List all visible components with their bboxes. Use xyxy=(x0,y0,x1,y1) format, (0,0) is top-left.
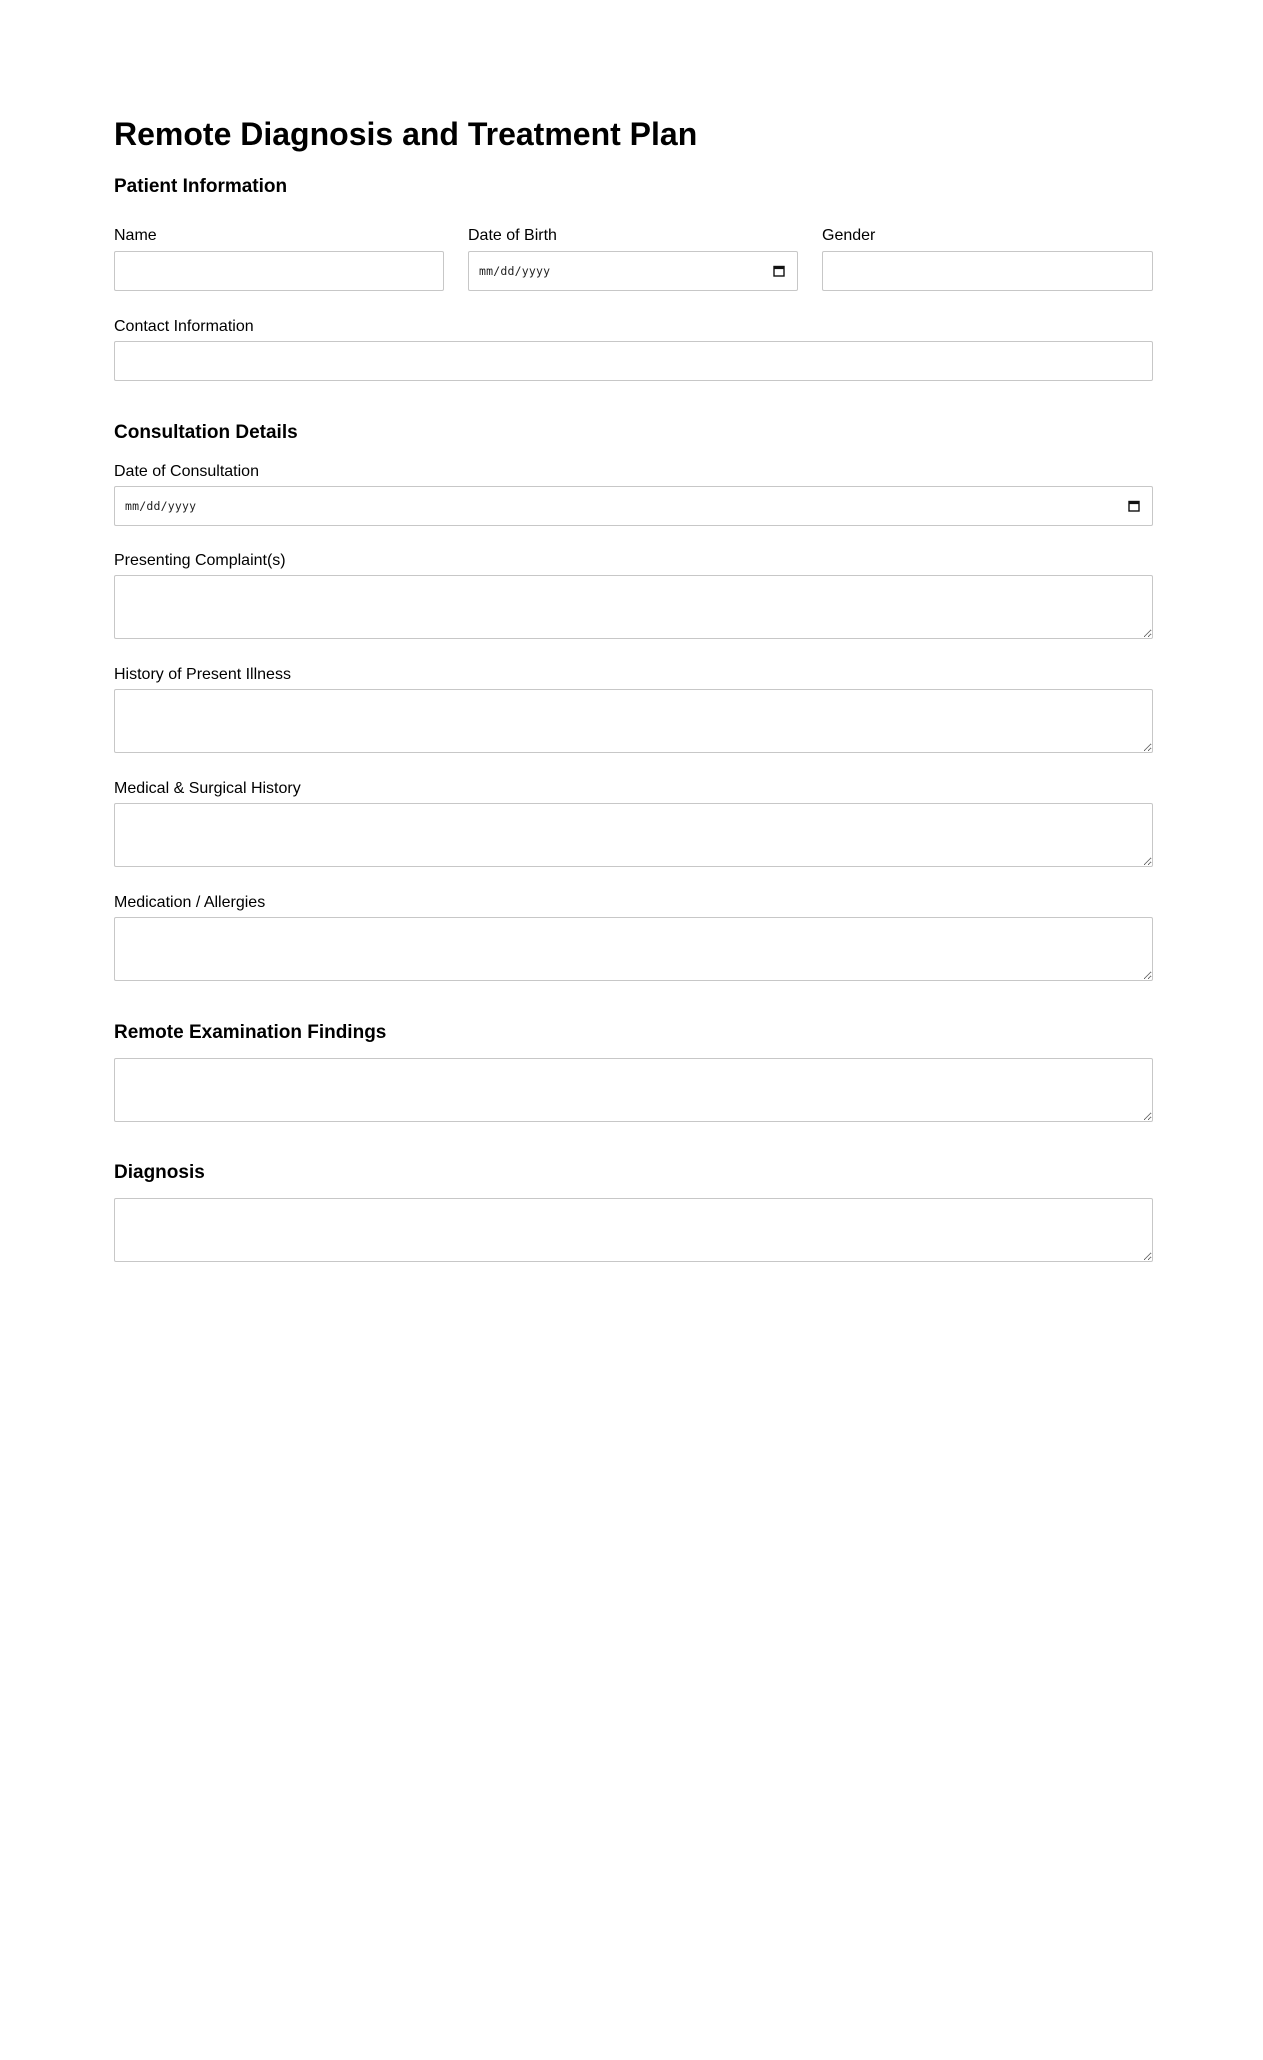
dob-date-input[interactable] xyxy=(468,251,798,291)
history-present-illness-textarea[interactable] xyxy=(114,689,1153,753)
medication-allergies-label: Medication / Allergies xyxy=(114,894,266,911)
patient-information-heading: Patient Information xyxy=(114,176,288,197)
dob-placeholder: mm/dd/yyyy xyxy=(479,264,551,278)
medication-allergies-textarea[interactable] xyxy=(114,917,1153,981)
page-title: Remote Diagnosis and Treatment Plan xyxy=(114,116,698,152)
gender-input[interactable] xyxy=(822,251,1153,291)
presenting-complaints-label: Presenting Complaint(s) xyxy=(114,552,286,569)
consultation-details-heading: Consultation Details xyxy=(114,422,298,443)
consultation-date-label: Date of Consultation xyxy=(114,463,259,480)
presenting-complaints-textarea[interactable] xyxy=(114,575,1153,639)
medical-surgical-history-textarea[interactable] xyxy=(114,803,1153,867)
remote-examination-textarea[interactable] xyxy=(114,1058,1153,1122)
gender-label: Gender xyxy=(822,227,876,244)
contact-information-input[interactable] xyxy=(114,341,1153,381)
name-label: Name xyxy=(114,227,157,244)
calendar-icon[interactable] xyxy=(773,265,785,277)
consultation-date-input[interactable] xyxy=(114,486,1153,526)
dob-label: Date of Birth xyxy=(468,227,557,244)
calendar-icon[interactable] xyxy=(1128,500,1140,512)
remote-examination-heading: Remote Examination Findings xyxy=(114,1022,387,1043)
contact-information-label: Contact Information xyxy=(114,318,254,335)
diagnosis-heading: Diagnosis xyxy=(114,1162,205,1183)
consultation-date-placeholder: mm/dd/yyyy xyxy=(125,499,197,513)
medical-surgical-history-label: Medical & Surgical History xyxy=(114,780,301,797)
history-present-illness-label: History of Present Illness xyxy=(114,666,291,683)
name-input[interactable] xyxy=(114,251,444,291)
diagnosis-textarea[interactable] xyxy=(114,1198,1153,1262)
